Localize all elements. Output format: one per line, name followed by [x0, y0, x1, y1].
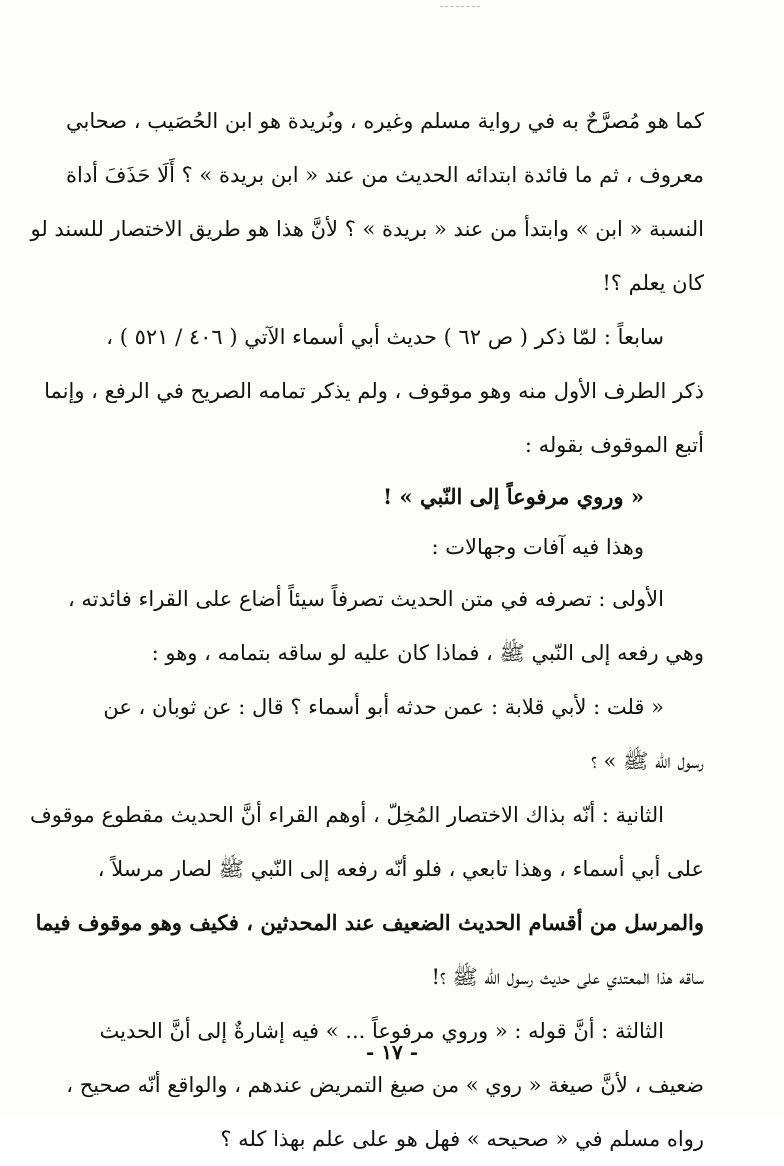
page-number: - ١٧ -	[365, 1040, 418, 1064]
top-margin-mark	[440, 6, 480, 9]
text-line: سابعاً : لمّا ذكر ( ص ٦٢ ) حديث أبي أسماء الآتي ( ٤٠٦ / ٥٢١ ) ،	[106, 325, 664, 349]
text-line: كان يعلم ؟!	[602, 271, 704, 295]
text-line: الثالثة : أنَّ قوله : « وروي مرفوعاً ... » فيه إشارةٌ إلى أنَّ الحديث	[99, 1019, 664, 1043]
quoted-line: رسول اللّه ﷺ » ؟	[591, 749, 704, 773]
body-text	[30, 94, 704, 1166]
text-line: الثانية : أنّه بذاك الاختصار المُخِلّ ، أوهم القراء أنَّ الحديث مقطوع موقوف	[30, 803, 664, 827]
text-line: ضعيف ، لأنَّ صيغة « روي » من صيغ التمريض عندهم ، والواقع أنّه صحيح ،	[66, 1073, 704, 1097]
text-line: كما هو مُصرَّحٌ به في رواية مسلم وغيره ، وبُريدة هو ابن الحُصَيب ، صحابي	[65, 109, 704, 133]
text-line: على أبي أسماء ، وهذا تابعي ، فلو أنّه رفعه إلى النّبي ﷺ لصار مرسلاً ،	[97, 857, 704, 881]
text-line: ذكر الطرف الأول منه وهو موقوف ، ولم يذكر تمامه الصريح في الرفع ، وإنما	[44, 379, 704, 403]
text-line: وهي رفعه إلى النّبي ﷺ ، فماذا كان عليه لو ساقه بتمامه ، وهو :	[151, 641, 704, 665]
text-line: والمرسل من أقسام الحديث الضعيف عند المحدثين ، فكيف وهو موقوف فيما	[35, 910, 704, 935]
text-line: ساقه هذا المعتدي على حديث رسول اللّه ﷺ ؟!	[431, 965, 704, 989]
text-line: النسبة « ابن » وابتدأ من عند « بريدة » ؟ لأنَّ هذا هو طريق الاختصار للسند لو	[30, 217, 704, 241]
text-line: معروف ، ثم ما فائدة ابتدائه الحديث من عند « ابن بريدة » ؟ أَلَا حَذَفَ أداة	[65, 163, 704, 187]
quoted-line: « وروي مرفوعاً إلى النّبي » !	[383, 484, 644, 509]
text-line: وهذا فيه آفات وجهالات :	[431, 535, 644, 559]
quoted-line: « قلت : لأبي قلابة : عمن حدثه أبو أسماء ؟ قال : عن ثوبان ، عن	[103, 695, 664, 719]
text-line: رواه مسلم في « صحيحه » فهل هو على علم بهذا كله ؟	[220, 1127, 704, 1151]
text-line: أتبع الموقوف بقوله :	[524, 433, 704, 457]
text-line: الأولى : تصرفه في متن الحديث تصرفاً سيئاً أضاع على القراء فائدته ،	[67, 587, 664, 611]
